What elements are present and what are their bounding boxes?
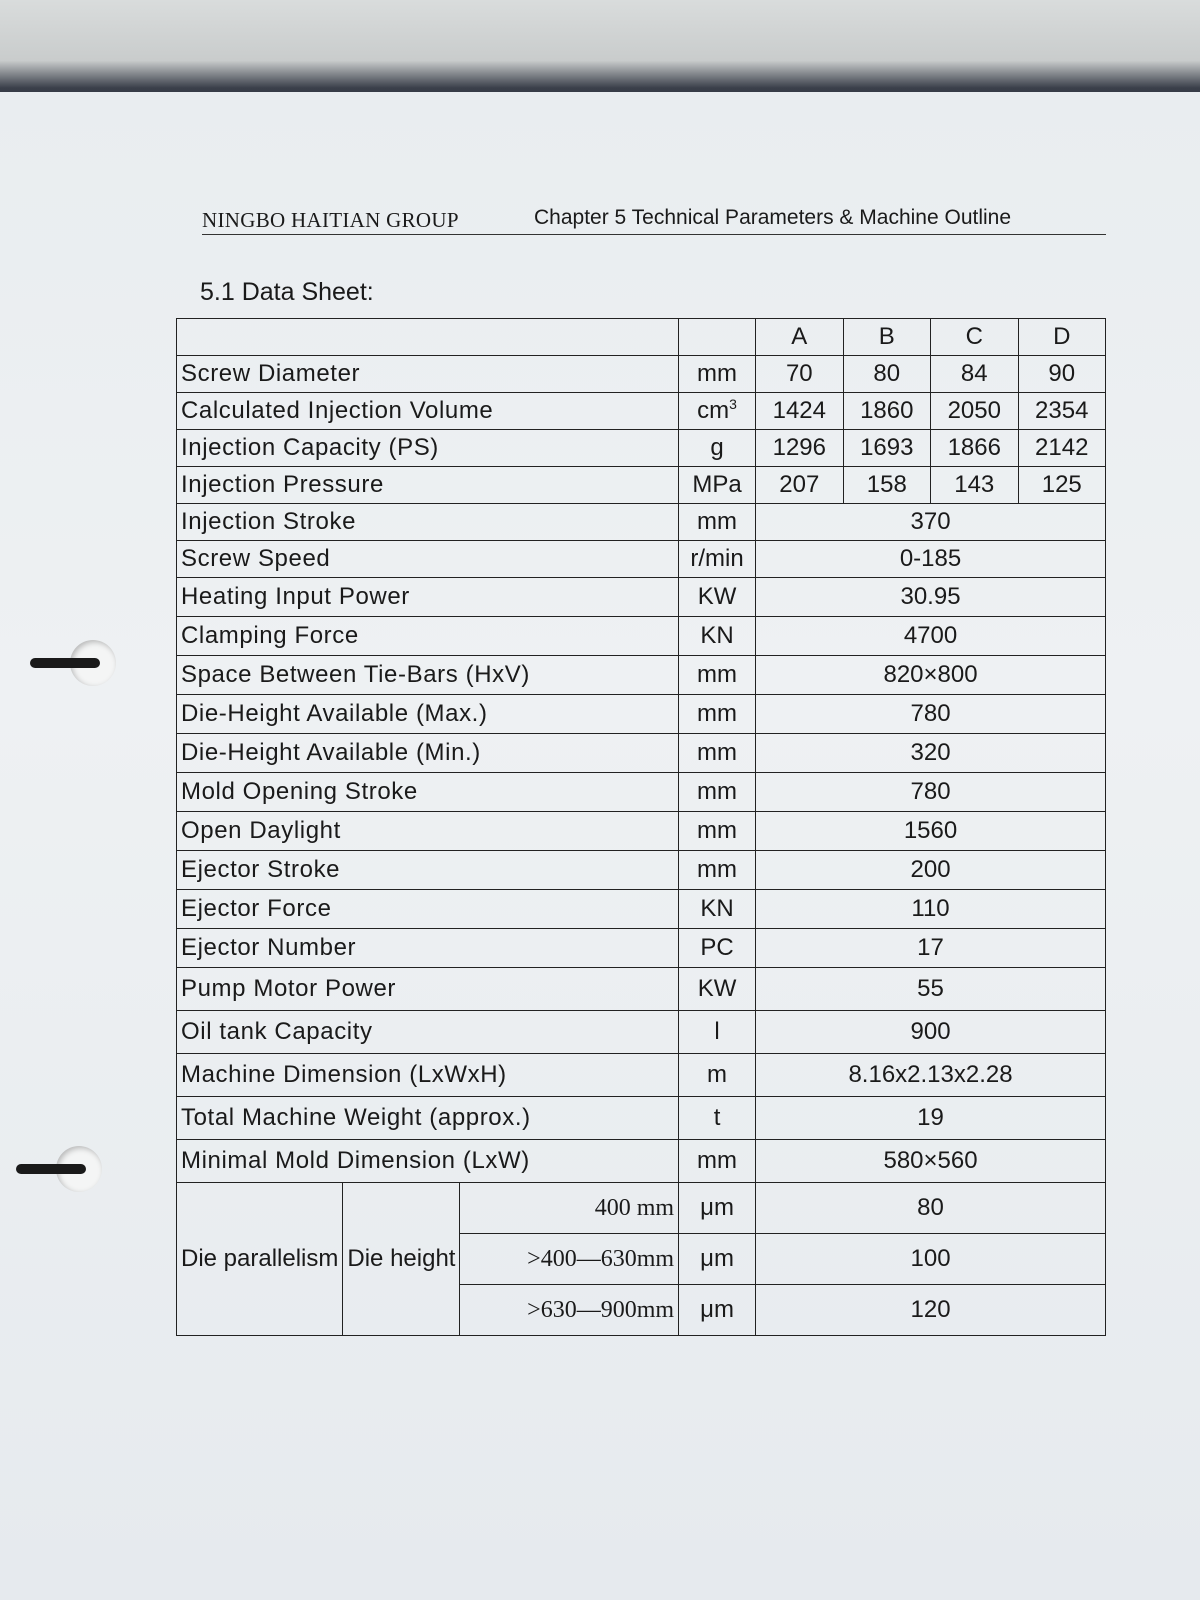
row-label: Heating Input Power — [177, 578, 679, 617]
row-unit: mm — [679, 695, 756, 734]
row-unit: t — [679, 1097, 756, 1140]
row-unit — [679, 393, 756, 430]
table-row — [177, 1011, 1106, 1054]
cell-value: 0-185 — [756, 541, 1106, 578]
table-row — [177, 890, 1106, 929]
cell-value: 1560 — [756, 812, 1106, 851]
cell-value: 90 — [1018, 356, 1106, 393]
range-cell: >400—630mm — [460, 1234, 679, 1285]
column-header: C — [931, 319, 1018, 356]
row-unit: KW — [679, 578, 756, 617]
row-label: Die-Height Available (Min.) — [177, 734, 679, 773]
table-row — [177, 1183, 1106, 1234]
table-row — [177, 656, 1106, 695]
row-unit: KN — [679, 890, 756, 929]
cell-value: 580×560 — [756, 1140, 1106, 1183]
row-unit: μm — [679, 1183, 756, 1234]
column-header: A — [756, 319, 843, 356]
cell-value: 780 — [756, 773, 1106, 812]
row-unit: mm — [679, 812, 756, 851]
table-row — [177, 812, 1106, 851]
unit-superscript: 3 — [729, 396, 737, 412]
table-row — [177, 773, 1106, 812]
chapter-title: Chapter 5 Technical Parameters & Machine Outline — [534, 206, 1012, 229]
row-label: Oil tank Capacity — [177, 1011, 679, 1054]
row-label: Open Daylight — [177, 812, 679, 851]
row-label: Injection Pressure — [177, 467, 679, 504]
cell-value: 84 — [931, 356, 1018, 393]
row-unit: μm — [679, 1285, 756, 1336]
cell-value: 820×800 — [756, 656, 1106, 695]
cell-value: 120 — [756, 1285, 1106, 1336]
row-label: Injection Stroke — [177, 504, 679, 541]
cell-value: 80 — [843, 356, 930, 393]
cell-value: 8.16x2.13x2.28 — [756, 1054, 1106, 1097]
row-label: Ejector Number — [177, 929, 679, 968]
row-unit: mm — [679, 656, 756, 695]
cell-value: 125 — [1018, 467, 1106, 504]
row-unit: mm — [679, 773, 756, 812]
binder-ring-icon — [16, 1164, 86, 1174]
range-cell: 400 mm — [460, 1183, 679, 1234]
cell-value: 19 — [756, 1097, 1106, 1140]
row-label: Ejector Force — [177, 890, 679, 929]
punch-hole-icon — [56, 1146, 102, 1192]
row-unit: PC — [679, 929, 756, 968]
table-row — [177, 968, 1106, 1011]
cell-value: 780 — [756, 695, 1106, 734]
row-label: Calculated Injection Volume — [177, 393, 679, 430]
cell-value: 900 — [756, 1011, 1106, 1054]
die-height-label: Die height — [343, 1183, 460, 1336]
document-page — [0, 92, 1200, 1600]
row-unit: KN — [679, 617, 756, 656]
row-unit: m — [679, 1054, 756, 1097]
cell-value: 110 — [756, 890, 1106, 929]
binder-ring-icon — [30, 658, 100, 668]
row-unit: mm — [679, 356, 756, 393]
cell-value: 1424 — [756, 393, 843, 430]
table-row — [177, 617, 1106, 656]
unit-text: cm — [697, 397, 730, 424]
row-label: Mold Opening Stroke — [177, 773, 679, 812]
row-unit: μm — [679, 1234, 756, 1285]
cell-value: 4700 — [756, 617, 1106, 656]
table-row — [177, 929, 1106, 968]
header-blank-cell — [177, 319, 679, 356]
table-row — [177, 578, 1106, 617]
cell-value: 17 — [756, 929, 1106, 968]
row-unit: l — [679, 1011, 756, 1054]
table-row — [177, 1140, 1106, 1183]
row-unit: r/min — [679, 541, 756, 578]
table-row — [177, 541, 1106, 578]
row-label: Machine Dimension (LxWxH) — [177, 1054, 679, 1097]
table-row — [177, 504, 1106, 541]
table-row — [177, 393, 1106, 430]
cell-value: 2050 — [931, 393, 1018, 430]
row-label: Pump Motor Power — [177, 968, 679, 1011]
row-label: Total Machine Weight (approx.) — [177, 1097, 679, 1140]
table-row — [177, 734, 1106, 773]
cell-value: 100 — [756, 1234, 1106, 1285]
cell-value: 1693 — [843, 430, 930, 467]
row-unit: KW — [679, 968, 756, 1011]
cell-value: 207 — [756, 467, 843, 504]
row-label: Minimal Mold Dimension (LxW) — [177, 1140, 679, 1183]
header-unit-cell — [679, 319, 756, 356]
column-header: B — [843, 319, 930, 356]
table-header-row — [177, 319, 1106, 356]
cell-value: 80 — [756, 1183, 1106, 1234]
row-label: Ejector Stroke — [177, 851, 679, 890]
row-label: Clamping Force — [177, 617, 679, 656]
row-label: Die-Height Available (Max.) — [177, 695, 679, 734]
table-row — [177, 695, 1106, 734]
cell-value: 55 — [756, 968, 1106, 1011]
table-row — [177, 1054, 1106, 1097]
range-cell: >630—900mm — [460, 1285, 679, 1336]
table-row — [177, 356, 1106, 393]
cell-value: 2142 — [1018, 430, 1106, 467]
row-label: Screw Speed — [177, 541, 679, 578]
cell-value: 200 — [756, 851, 1106, 890]
cell-value: 370 — [756, 504, 1106, 541]
company-name: NINGBO HAITIAN GROUP — [202, 208, 459, 232]
row-unit: mm — [679, 504, 756, 541]
parallelism-label: Die parallelism — [177, 1183, 343, 1336]
cell-value: 143 — [931, 467, 1018, 504]
table-row — [177, 467, 1106, 504]
row-unit: MPa — [679, 467, 756, 504]
row-label: Injection Capacity (PS) — [177, 430, 679, 467]
table-row — [177, 430, 1106, 467]
page-header — [202, 202, 1106, 235]
cell-value: 2354 — [1018, 393, 1106, 430]
cell-value: 320 — [756, 734, 1106, 773]
data-sheet-table — [176, 318, 1106, 1336]
row-unit: mm — [679, 851, 756, 890]
row-unit: mm — [679, 1140, 756, 1183]
table-row — [177, 1097, 1106, 1140]
punch-hole-icon — [70, 640, 116, 686]
column-header: D — [1018, 319, 1106, 356]
row-label: Screw Diameter — [177, 356, 679, 393]
row-unit: mm — [679, 734, 756, 773]
cell-value: 30.95 — [756, 578, 1106, 617]
row-unit: g — [679, 430, 756, 467]
cell-value: 1296 — [756, 430, 843, 467]
table-row — [177, 851, 1106, 890]
row-label: Space Between Tie-Bars (HxV) — [177, 656, 679, 695]
cell-value: 70 — [756, 356, 843, 393]
section-title: 5.1 Data Sheet: — [200, 278, 374, 306]
cell-value: 1866 — [931, 430, 1018, 467]
cell-value: 1860 — [843, 393, 930, 430]
cell-value: 158 — [843, 467, 930, 504]
